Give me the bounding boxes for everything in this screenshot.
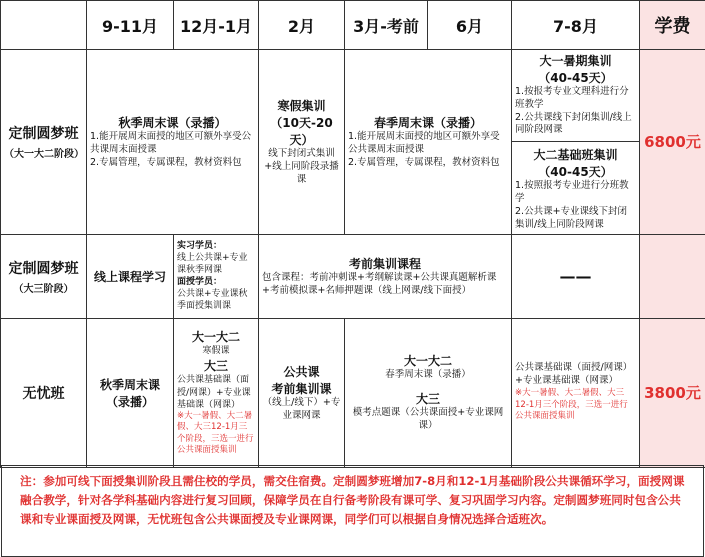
row2-fee — [640, 234, 705, 318]
row1-spring-body2: 2.专属管理，专属课程，教材资料包 — [348, 156, 500, 168]
row1-summer — [512, 50, 640, 235]
row1-autumn-body2: 2.专属管理，专属课程，教材资料包 — [90, 156, 242, 168]
row-worry-free — [1, 318, 705, 467]
row3-spring — [345, 318, 512, 467]
row-custom-dream-1 — [1, 50, 705, 235]
row1-summer2-title: 大二基础班集训 — [533, 148, 618, 163]
row3-winter-head2: 大三 — [203, 359, 228, 374]
row1-sub: （大一大二阶段） — [4, 149, 84, 161]
header-mar-exam: 3月-考前 — [345, 1, 428, 50]
row2-name: 定制圆梦班 — [8, 260, 79, 277]
row2-online — [87, 234, 174, 318]
row2-exam-title: 考前集训课程 — [348, 256, 421, 271]
header-feb: 2月 — [259, 1, 345, 50]
row2-summer — [512, 234, 640, 318]
row2-mianshou-body: 公共课+专业课秋季面授集训课 — [177, 289, 248, 312]
row1-summer2-body2: 2.公共课+专业课线下封闭集训/线上同阶段网课 — [515, 205, 628, 230]
row3-winter-note: ※大一暑假、大二暑假、大三12-1月三个阶段，三选一进行公共课面授集训 — [177, 410, 254, 456]
row3-spring-head1-sub: 春季周末课（录播） — [385, 369, 471, 381]
header-fee: 学费 — [640, 1, 705, 50]
row1-winter — [259, 50, 345, 235]
row3-summer — [512, 318, 640, 467]
row1-summer2-body1: 1.按照报考专业进行分班教学 — [515, 180, 629, 205]
row3-winter — [174, 318, 259, 467]
row3-feb-title1: 公共课 — [283, 364, 320, 379]
row3-summer-body: 公共课基础课（面授/网课）+专业课基础课（网课） — [515, 362, 633, 387]
row1-name: 定制圆梦班 — [8, 126, 79, 143]
header-sep-nov: 9-11月 — [87, 1, 174, 50]
row1-winter-body: 线下封闭式集训+线上同阶段录播课 — [264, 148, 339, 185]
row1-summer2-sub: （40-45天） — [538, 165, 613, 180]
row3-head — [1, 318, 87, 467]
header-row — [1, 1, 705, 50]
row1-winter-sub: （10天-20天） — [270, 116, 333, 148]
row3-feb-body: （线上/线下）+专业课网课 — [262, 396, 341, 421]
row3-spring-body: 模考点题课（公共课面授+专业课网课） — [352, 407, 504, 431]
header-jul-aug: 7-8月 — [512, 1, 640, 50]
row3-feb — [259, 318, 345, 467]
row2-shixi-label: 实习学员： — [177, 240, 223, 251]
header-dec-jan: 12月-1月 — [174, 1, 259, 50]
row2-dash: —— — [559, 266, 592, 286]
row-custom-dream-2 — [1, 234, 705, 318]
row3-winter-head1-sub: 寒假课 — [202, 346, 230, 357]
row3-spring-head1: 大一大二 — [403, 354, 452, 369]
row1-autumn-title: 秋季周末课（录播） — [118, 116, 227, 131]
row3-winter-head1: 大一大二 — [191, 330, 240, 345]
row1-summer1-body2: 2.公共课线下封闭集训/线上同阶段网课 — [515, 111, 632, 136]
row1-summer-divider — [512, 141, 639, 142]
row2-mianshou-label: 面授学员： — [177, 277, 223, 287]
row1-summer1-sub: （40-45天） — [538, 71, 613, 85]
row1-summer1-body1: 1.按报考专业文理科进行分班教学 — [515, 86, 629, 110]
row3-feb-title2: 考前集训课 — [271, 381, 332, 396]
row3-name: 无忧班 — [22, 385, 65, 402]
row2-dec — [174, 234, 259, 318]
row2-head — [1, 234, 87, 318]
footnote — [1, 465, 704, 557]
row3-autumn-title: 秋季周末课 — [99, 377, 160, 392]
row3-winter-body: 公共课基础课（面授/网课）+专业课基础课（网课） — [177, 375, 251, 410]
row1-spring-body1: 1.能开展周末面授的地区可额外享受公共课周末面授课 — [348, 131, 500, 155]
row2-sub: （大三阶段） — [13, 283, 74, 295]
row2-exam — [259, 234, 512, 318]
row1-autumn-body1: 1.能开展周末面授的地区可额外享受公共课周末面授课 — [90, 131, 252, 155]
footnote-text: 注：参加可线下面授集训阶段且需住校的学员，需交住宿费。定制圆梦班增加7-8月和12-1月基础阶段公共课循环学习，面授网课融合教学，针对各学科基础内容进行复习回顾，保障学员在自行备考阶段有课可学、复习巩固学习内容。定制圆梦班同时包含公共课和专业课面授及网课，无忧班包含公共课面授及专业课网课，同学们可以根据自身情况选择合适班次。 — [20, 474, 685, 526]
row3-spring-head2: 大三 — [415, 392, 440, 407]
row1-summer1-title: 大一暑期集训 — [539, 54, 612, 68]
row3-autumn-sub: （录播） — [105, 394, 154, 409]
row2-exam-body: 包含课程：考前冲刺课+考纲解读课+公共课真题解析课+考前模拟课+名师押题课（线上网课/线下面授） — [262, 271, 497, 296]
row2-online-label: 线上课程学习 — [93, 269, 166, 284]
header-corner — [1, 1, 87, 50]
row3-summer-note: ※大一暑假、大二暑假、大三12-1月三个阶段，三选一进行公共课面授集训 — [515, 388, 628, 422]
row2-shixi-body: 线上公共课+专业课秋季网课 — [177, 252, 248, 275]
row1-winter-title: 寒假集训 — [277, 99, 326, 114]
row1-fee: 6800元 — [640, 50, 705, 235]
header-jun: 6月 — [428, 1, 512, 50]
row1-autumn — [87, 50, 259, 235]
row1-spring — [345, 50, 512, 235]
row1-head — [1, 50, 87, 235]
row3-fee: 3800元 — [640, 318, 705, 467]
row3-autumn — [87, 318, 174, 467]
row1-spring-title: 春季周末课（录播） — [373, 116, 482, 131]
